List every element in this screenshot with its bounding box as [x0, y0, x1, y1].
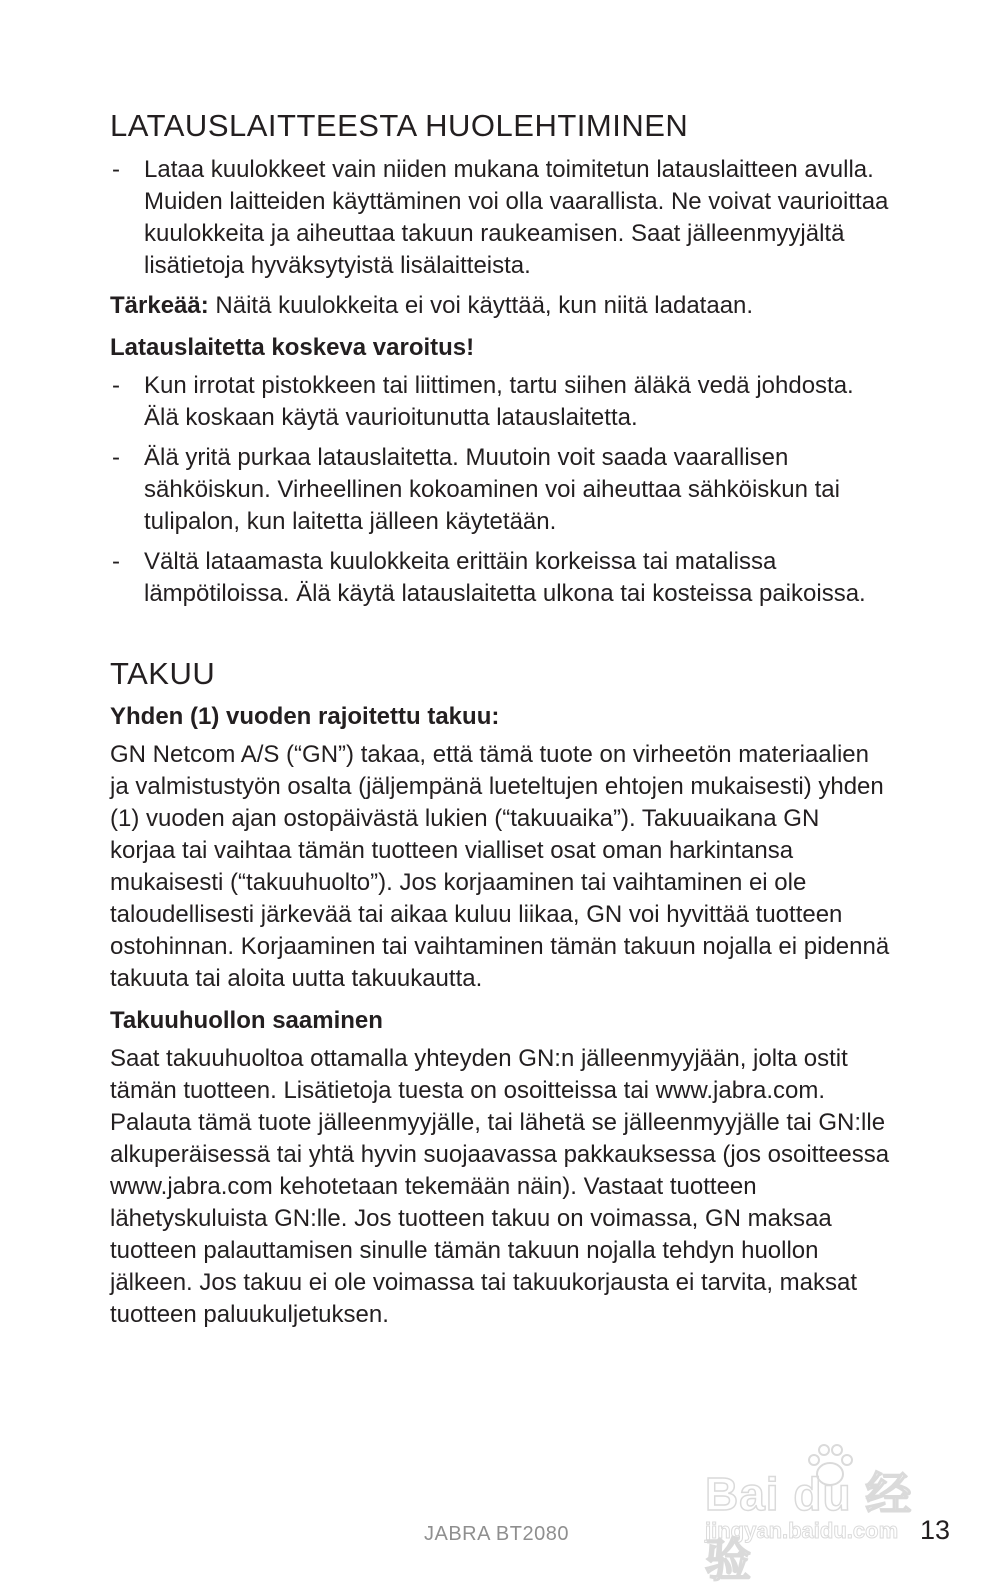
list-item-text: Lataa kuulokkeet vain niiden mukana toimitetun latauslaitteen avulla. Muiden laitteiden käyttäminen voi olla vaarallista. Ne voivat vaurioittaa kuulokkeita ja aiheuttaa takuun raukeamisen. Saat jälleenmyyjältä lisätietoja hyväksytyistä lisälaitteista. — [144, 155, 889, 279]
list-item-text: Älä yritä purkaa latauslaitetta. Muutoin voit saada vaarallisen sähköiskun. Virheellinen kokoaminen voi aiheuttaa sähköiskun tai tulipalon, kun laitetta jälleen käytetään. — [144, 443, 840, 535]
warranty-title: TAKUU — [110, 655, 216, 691]
charger-warning-list — [110, 370, 890, 610]
list-item — [110, 442, 890, 538]
warranty-service-text: Saat takuuhuoltoa ottamalla yhteyden GN:n jälleenmyyjään, jolta ostit tämän tuotteen. Lisätietoja tuesta on osoitteissa tai www.jabra.com. Palauta tämä tuote jälleenmyyjälle, tai lähetä se jälleenmyyjälle tai GN:lle alkuperäisessä tai yhtä hyvin suojaavassa pakkauksessa (jos osoitteessa www.jabra.com kehotetaan tekemään näin). Vastaat tuotteen lähetyskuluista GN:lle. Jos tuotteen takuu on voimassa, GN maksaa tuotteen palauttamisen sinulle tämän takuun nojalla tehdyn huollon jälkeen. Jos takuu ei ole voimassa tai takuukorjausta ei tarvita, maksat tuotteen paluukuljetuksen. — [110, 1045, 890, 1329]
dash-bullet: - — [112, 155, 120, 183]
charger-warning-heading: Latauslaitetta koskeva varoitus! — [110, 333, 475, 361]
document-page — [110, 108, 890, 1337]
footer-product-name: JABRA BT2080 — [424, 1523, 569, 1545]
charger-care-title: LATAUSLAITTEESTA HUOLEHTIMINEN — [110, 108, 689, 143]
watermark-url: jingyan.baidu.com — [705, 1518, 899, 1543]
limited-warranty-heading: Yhden (1) vuoden rajoitettu takuu: — [110, 703, 500, 731]
important-text: Näitä kuulokkeita ei voi käyttää, kun niitä ladataan. — [208, 291, 754, 319]
watermark-brand: Bai du 经验 — [705, 1468, 913, 1586]
warranty-service-heading: Takuuhuollon saaminen — [110, 1007, 383, 1035]
list-item — [110, 370, 890, 434]
list-item — [110, 546, 890, 610]
page-number: 13 — [920, 1515, 951, 1545]
important-label: Tärkeää: — [110, 291, 209, 319]
list-item-text: Kun irrotat pistokkeen tai liittimen, tartu siihen äläkä vedä johdosta. Älä koskaan käytä vaurioitunutta latauslaitetta. — [144, 371, 854, 431]
baidu-watermark — [705, 1440, 935, 1586]
list-item — [110, 154, 890, 282]
dash-bullet: - — [112, 443, 120, 471]
dash-bullet: - — [112, 371, 120, 399]
limited-warranty-text: GN Netcom A/S (“GN”) takaa, että tämä tuote on virheetön materiaalien ja valmistustyön osalta (jäljempänä lueteltujen ehtojen mukaisesti) yhden (1) vuoden ajan ostopäivästä lukien (“takuuaika”). Takuuaikana GN korjaa tai vaihtaa tämän tuotteen vialliset osat oman harkintansa mukaisesti (“takuuhuolto”). Jos korjaaminen tai vaihtaminen ei ole taloudellisesti järkevää tai aikaa kuluu liikaa, GN voi hyvittää tuotteen ostohinnan. Korjaaminen tai vaihtaminen tämän takuun nojalla ei pidennä takuuta tai aloita uutta takuukautta. — [110, 741, 890, 993]
important-note — [110, 290, 890, 322]
charger-intro-list — [110, 154, 890, 282]
dash-bullet: - — [112, 547, 120, 575]
list-item-text: Vältä lataamasta kuulokkeita erittäin korkeissa tai matalissa lämpötiloissa. Älä käytä latauslaitetta ulkona tai kosteissa paikoissa. — [144, 547, 866, 607]
